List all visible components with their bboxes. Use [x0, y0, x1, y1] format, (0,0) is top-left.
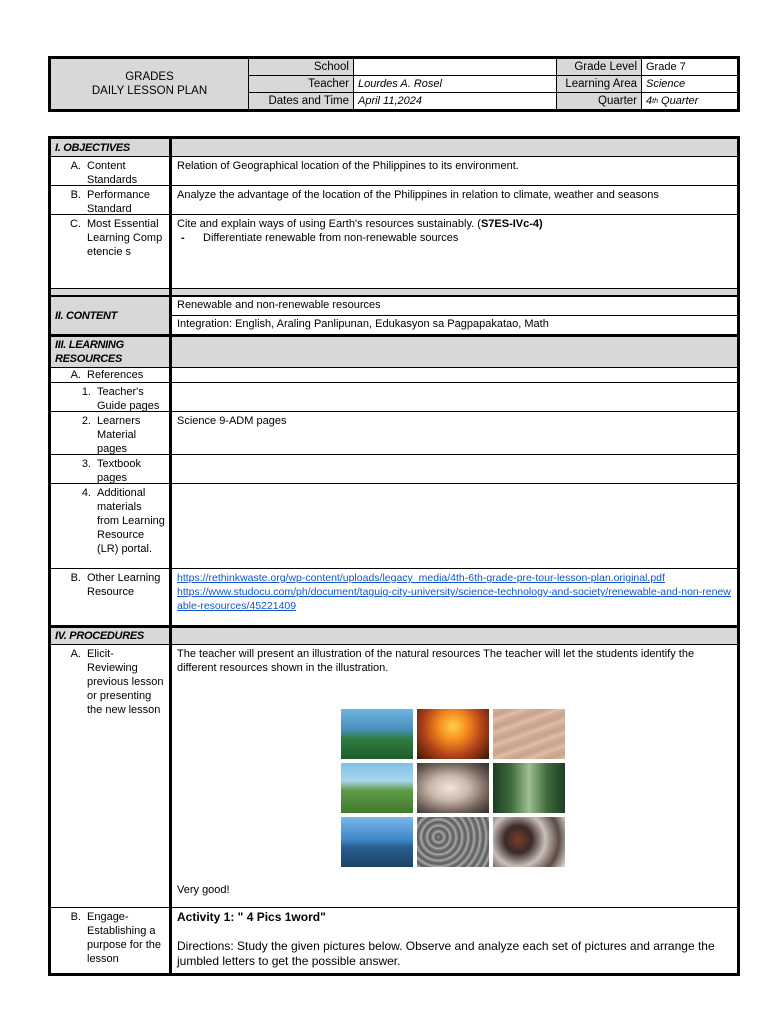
teachers-guide-text: Teacher's Guide pages	[97, 386, 160, 412]
elicit-text: Elicit- Reviewing previous lesson or presenting the new lesson	[87, 648, 164, 716]
performance-standard-value: Analyze the advantage of the location of the Philippines in relation to climate, weather and seasons	[177, 189, 659, 201]
content-standards-text: Content Standards	[87, 160, 138, 186]
teachers-guide-label	[51, 383, 172, 411]
competencies-label	[51, 215, 172, 288]
resources-heading-fill	[172, 337, 737, 367]
forest-photo	[493, 763, 565, 813]
letter-b: B.	[70, 189, 81, 201]
sand-dunes-photo	[493, 709, 565, 759]
header-title	[51, 59, 249, 109]
additional-materials-label	[51, 484, 172, 568]
natural-resources-illustration	[341, 709, 567, 867]
learners-material-label	[51, 412, 172, 454]
spacer-right	[172, 289, 737, 295]
letter-a-proc: A.	[70, 648, 81, 660]
header-grid	[249, 59, 737, 109]
competency-bullet	[177, 231, 732, 245]
objectives-heading-fill	[172, 139, 737, 156]
header-row-dates	[249, 93, 737, 109]
lesson-plan-header	[48, 56, 740, 112]
other-resource-label	[51, 569, 172, 625]
num-4: 4.	[81, 487, 91, 499]
minerals-photo	[493, 817, 565, 867]
lesson-plan-table	[48, 136, 740, 976]
content-values	[172, 297, 737, 334]
activity-title: Activity 1: " 4 Pics 1word"	[177, 910, 326, 924]
learners-material-text: Learners Material pages	[97, 415, 141, 455]
content-standards-value: Relation of Geographical location of the Philippines to its environment.	[177, 160, 519, 172]
engage-label	[51, 908, 172, 976]
letter-c: C.	[70, 218, 81, 230]
other-resource-row	[51, 569, 737, 626]
elicit-label	[51, 645, 172, 907]
content-heading: II. CONTENT	[51, 297, 172, 334]
learning-area-value: Science	[646, 78, 686, 90]
competency-code: S7ES-IVc-4)	[480, 218, 543, 230]
grade-level-value: Grade 7	[646, 61, 686, 73]
competency-bullet-text: Differentiate renewable from non-renewable sources	[203, 232, 459, 244]
performance-standard-text: Performance Standard	[87, 189, 150, 215]
other-resource-links	[172, 569, 737, 625]
school-label: School	[249, 59, 354, 75]
spacer-row	[51, 289, 737, 295]
additional-materials-row	[51, 484, 737, 569]
performance-standard-label	[51, 186, 172, 214]
competencies-text: Most Essential Learning Competencie s	[87, 218, 163, 258]
rocks-photo	[417, 817, 489, 867]
elicit-row	[51, 645, 737, 908]
bullet-dash: -	[181, 232, 185, 244]
header-title-line2: DAILY LESSON PLAN	[91, 85, 208, 97]
letter-b-proc: B.	[70, 911, 81, 923]
studocu-link[interactable]: https://www.studocu.com/ph/document/taguig-city-university/science-technology-and-society/renewable-and-non-renewable-resources/45221409	[177, 586, 731, 612]
spacer-left	[51, 289, 172, 295]
quarter-word: Quarter	[657, 95, 699, 107]
letter-a-ref: A.	[70, 369, 81, 381]
learners-material-row	[51, 412, 737, 455]
learning-area-label: Learning Area	[557, 76, 642, 92]
pelican-photo	[417, 763, 489, 813]
dates-label: Dates and Time	[249, 93, 354, 109]
oil-rig-photo	[341, 817, 413, 867]
additional-materials-text: Additional materials from Learning Resource (LR) portal.	[97, 487, 165, 555]
resources-heading: III. LEARNING RESOURCES	[51, 337, 172, 367]
animals-photo	[341, 763, 413, 813]
grade-level-label: Grade Level	[557, 59, 642, 75]
teachers-guide-row	[51, 383, 737, 412]
textbook-text: Textbook pages	[97, 458, 142, 484]
procedures-section-row	[51, 626, 737, 645]
header-row-school	[249, 59, 737, 76]
procedures-heading: IV. PROCEDURES	[51, 628, 172, 644]
sunset-photo	[417, 709, 489, 759]
letter-a: A.	[70, 160, 81, 172]
num-3: 3.	[81, 458, 91, 470]
engage-row	[51, 908, 737, 976]
content-row	[51, 295, 737, 335]
school-value	[354, 59, 557, 75]
references-row	[51, 368, 737, 383]
num-2: 2.	[81, 415, 91, 427]
references-value	[172, 368, 737, 382]
learners-material-value: Science 9-ADM pages	[177, 415, 287, 427]
letter-b-ref: B.	[70, 572, 81, 584]
quarter-suffix: th	[652, 97, 658, 105]
island-photo	[341, 709, 413, 759]
teacher-value: Lourdes A. Rosel	[354, 76, 557, 92]
competency-text: Cite and explain ways of using Earth's resources sustainably. (	[177, 218, 481, 230]
content-standards-label	[51, 157, 172, 185]
header-title-line1: GRADES	[125, 71, 174, 83]
other-resource-text: Other Learning Resource	[87, 572, 161, 598]
teacher-label: Teacher	[249, 76, 354, 92]
elicit-instructions: The teacher will present an illustration of the natural resources The teacher will let the students identify the different resources shown in the illustration.	[177, 648, 695, 674]
activity-directions: Directions: Study the given pictures below. Observe and analyze each set of pictures and arrange the jumbled letters to get the possible answer.	[177, 939, 715, 968]
dates-value: April 11,2024	[354, 93, 557, 109]
header-row-teacher	[249, 76, 737, 93]
engage-text: Engage- Establishing a purpose for the lesson	[87, 911, 161, 965]
content-standards-row	[51, 157, 737, 186]
elicit-value	[172, 645, 737, 907]
procedures-heading-fill	[172, 628, 737, 644]
content-line2: Integration: English, Araling Panlipunan, Edukasyon sa Pagpapakatao, Math	[177, 318, 549, 330]
competencies-value	[172, 215, 737, 288]
very-good-text: Very good!	[177, 884, 230, 896]
competencies-row	[51, 215, 737, 289]
objectives-section-row	[51, 139, 737, 157]
num-1: 1.	[81, 386, 91, 398]
performance-standard-row	[51, 186, 737, 215]
references-label	[51, 368, 172, 382]
teachers-guide-value	[172, 383, 737, 411]
additional-materials-value	[172, 484, 737, 568]
competency-line	[177, 217, 732, 231]
engage-value	[172, 908, 737, 976]
rethinkwaste-link[interactable]: https://rethinkwaste.org/wp-content/uploads/legacy_media/4th-6th-grade-pre-tour-lesson-plan.original.pdf	[177, 572, 665, 584]
resources-section-row	[51, 335, 737, 368]
quarter-value	[642, 93, 737, 109]
references-text: References	[87, 369, 144, 381]
objectives-heading: I. OBJECTIVES	[51, 139, 172, 156]
quarter-number: 4	[646, 95, 653, 107]
textbook-value	[172, 455, 737, 483]
textbook-label	[51, 455, 172, 483]
quarter-label: Quarter	[557, 93, 642, 109]
textbook-row	[51, 455, 737, 484]
content-line1: Renewable and non-renewable resources	[172, 297, 737, 316]
